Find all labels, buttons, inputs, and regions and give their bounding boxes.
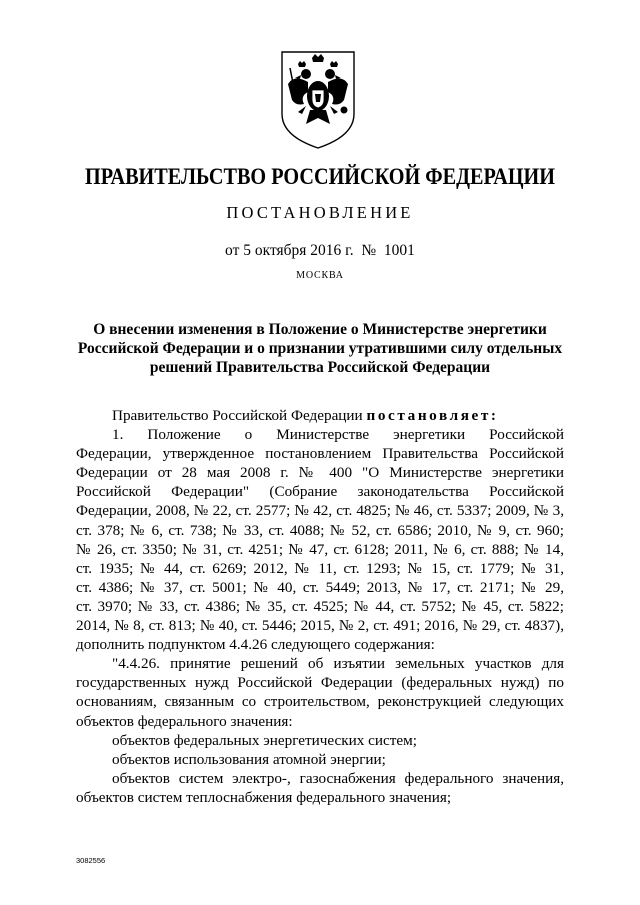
body-line: объектов систем электро-, газоснабжения федерального значения, — [112, 769, 564, 787]
document-city: МОСКВА — [296, 270, 344, 281]
body-line: дополнить подпунктом 4.4.26 следующего содержания: — [76, 636, 435, 654]
document-subject — [0, 320, 640, 377]
body-line: ст. 1935; № 44, ст. 6269; 2012, № 11, ст. 1293; № 15, ст. 1779; № 31, — [76, 559, 564, 577]
document-type: ПОСТАНОВЛЕНИЕ — [226, 203, 414, 222]
document-body — [76, 406, 564, 807]
body-line: Федерации, утвержденное постановлением Правительства Российской — [76, 445, 564, 463]
resolves-word: постановляет: — [366, 407, 499, 424]
body-line: объектов федеральных энергетических систем; — [112, 731, 417, 749]
document-date-number: от 5 октября 2016 г. № 1001 — [225, 242, 415, 259]
body-line: "4.4.26. принятие решений об изъятии земельных участков для — [112, 655, 564, 673]
body-line: Федерации от 28 мая 2008 г. № 400 "О Министерстве энергетики — [76, 464, 564, 482]
body-line: объектов использования атомной энергии; — [112, 750, 386, 768]
subject-line: О внесении изменения в Положение о Министерстве энергетики — [93, 321, 547, 338]
body-line: объектов систем теплоснабжения федерального значения; — [76, 788, 452, 806]
body-line: основаниям, связанным со строительством, реконструкцией следующих — [76, 693, 564, 711]
body-line: 1. Положение о Министерстве энергетики Российской — [112, 426, 564, 444]
body-line: ст. 378; № 6, ст. 738; № 33, ст. 4088; № 52, ст. 6586; 2010, № 9, ст. 960; — [76, 521, 564, 539]
government-title: ПРАВИТЕЛЬСТВО РОССИЙСКОЙ ФЕДЕРАЦИИ — [84, 164, 556, 190]
body-line: ст. 4386; № 37, ст. 5001; № 40, ст. 5449; 2013, № 17, ст. 2171; № 29, — [76, 578, 564, 596]
subject-line: решений Правительства Российской Федерации — [149, 359, 491, 376]
coat-of-arms-icon — [276, 44, 360, 152]
body-line: ст. 3970; № 33, ст. 4386; № 35, ст. 4525; № 44, ст. 5752; № 45, ст. 5822; — [76, 597, 564, 615]
body-line: объектов федерального значения: — [76, 712, 293, 730]
body-line: 2014, № 8, ст. 813; № 40, ст. 5446; 2015, № 2, ст. 491; 2016, № 29, ст. 4837), — [76, 617, 564, 635]
body-line: государственных нужд Российской Федерации (федеральных нужд) по — [76, 674, 564, 692]
body-intro — [76, 406, 564, 425]
body-line: Российской Федерации" (Собрание законодательства Российской — [76, 483, 564, 501]
body-line: № 26, ст. 3350; № 31, ст. 4251; № 47, ст. 6128; 2011, № 6, ст. 888; № 14, — [76, 540, 564, 558]
intro-text: Правительство Российской Федерации — [112, 407, 363, 424]
body-line: Федерации, 2008, № 22, ст. 2577; № 42, ст. 4825; № 46, ст. 5337; 2009, № 3, — [76, 502, 564, 520]
subject-line: Российской Федерации и о признании утратившими силу отдельных — [77, 340, 563, 357]
document-code: 3082556 — [76, 856, 106, 865]
